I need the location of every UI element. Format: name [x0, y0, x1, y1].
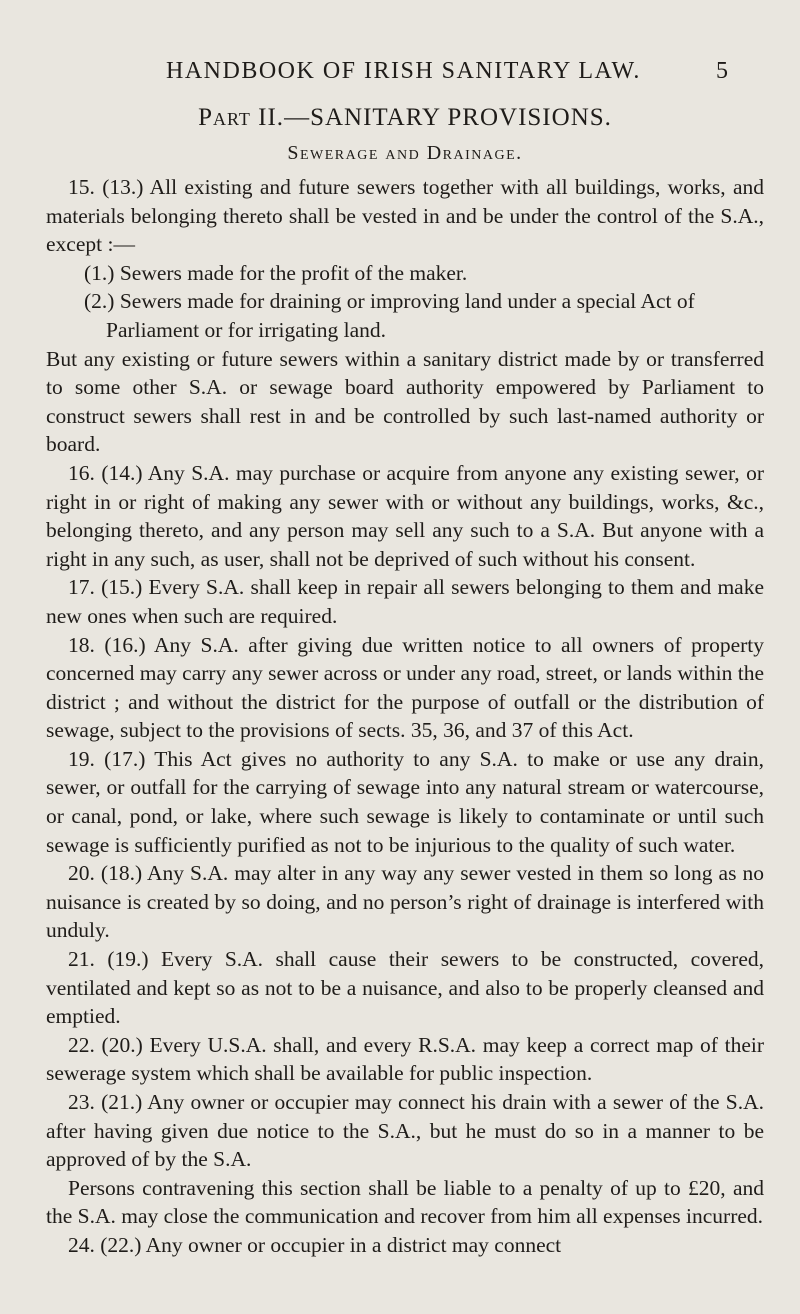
part-title [46, 104, 764, 132]
section-title: Sewerage and Drainage. [287, 142, 523, 164]
paragraph-section-15: 15. (13.) All existing and future sewers together with all buildings, works, and materials belonging thereto shall be vested in and be under the control of the S.A., except :— [46, 175, 764, 257]
exception-item-2: (2.) Sewers made for draining or improving land under a special Act of Parliament or for irrigating land. [84, 289, 695, 342]
running-title: HANDBOOK OF IRISH SANITARY LAW. [166, 58, 641, 84]
paragraph-section-23-penalty: Persons contravening this section shall be liable to a penalty of up to £20, and the S.A. may close the communication and recover from him all expenses incurred. [46, 1175, 764, 1229]
part-title-rest: —SANITARY PROVISIONS. [284, 104, 612, 131]
paragraph-section-17: 17. (15.) Every S.A. shall keep in repair all sewers belonging to them and make new ones when such are required. [46, 575, 764, 628]
part-title-prefix: Part II. [198, 104, 285, 131]
running-header [46, 58, 764, 98]
paragraph-section-24: 24. (22.) Any owner or occupier in a district may connect [68, 1232, 562, 1257]
exception-item-1: (1.) Sewers made for the profit of the maker. [84, 260, 468, 285]
page-number: 5 [716, 58, 728, 84]
paragraph-section-21: 21. (19.) Every S.A. shall cause their sewers to be constructed, covered, ventilated and kept so as not to be a nuisance, and also to be properly cleansed and emptied. [46, 947, 764, 1029]
paragraph-section-20: 20. (18.) Any S.A. may alter in any way any sewer vested in them so long as no nuisance is created by so doing, and no person’s right of drainage is interfered with unduly. [46, 861, 764, 943]
paragraph-section-19: 19. (17.) This Act gives no authority to any S.A. to make or use any drain, sewer, or outfall for the carrying of sewage into any natural stream or watercourse, or canal, pond, or lake, where such sewage is likely to contaminate or until such sewage is sufficiently purified as not to be injurious to the quality of such water. [46, 746, 764, 857]
paragraph-section-18: 18. (16.) Any S.A. after giving due written notice to all owners of property concerned may carry any sewer across or under any road, street, or lands within the district ; and without the district for the purpose of outfall or the distribution of sewage, subject to the provisions of sects. 35, 36, and 37 of this Act. [46, 632, 764, 743]
paragraph-section-22: 22. (20.) Every U.S.A. shall, and every R.S.A. may keep a correct map of their sewerage system which shall be available for public inspection. [46, 1032, 764, 1086]
paragraph-section-16: 16. (14.) Any S.A. may purchase or acquire from anyone any existing sewer, or right in or right of making any sewer with or without any buildings, works, &c., belonging thereto, and any person may sell any such to a S.A. But anyone with a right in any such, as user, shall not be deprived of such without his consent. [46, 460, 764, 571]
paragraph-section-23: 23. (21.) Any owner or occupier may connect his drain with a sewer of the S.A. after having given due notice to the S.A., but he must do so in a manner to be approved of by the S.A. [46, 1090, 764, 1172]
paragraph-section-15-proviso: But any existing or future sewers within a sanitary district made by or transferred to some other S.A. or sewage board authority empowered by Parliament to construct sewers shall rest in and be controlled by such last-named authority or board. [46, 346, 764, 457]
